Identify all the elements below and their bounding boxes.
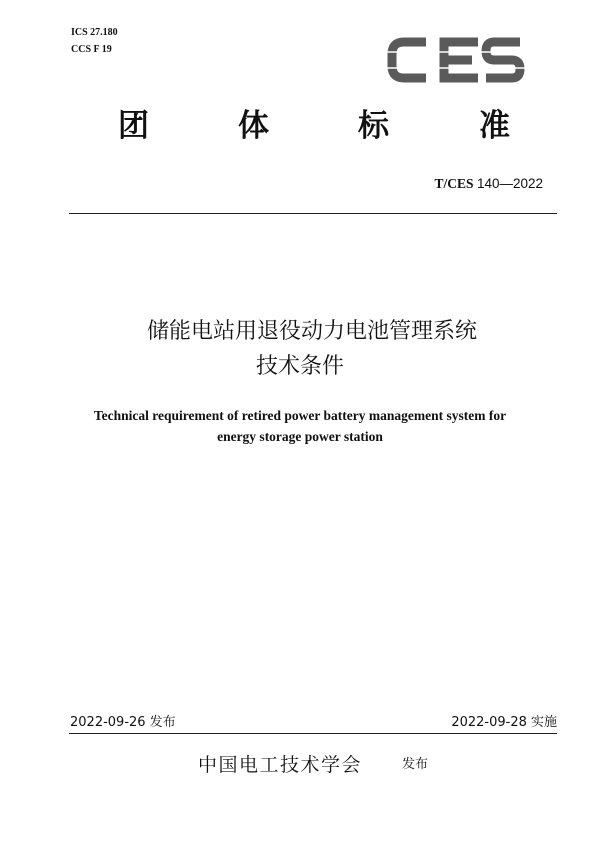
issue-date: 2022-09-26 发布 (70, 715, 176, 730)
publisher-action: 发布 (402, 757, 429, 772)
en-title-line-2: energy storage power station (217, 429, 383, 444)
en-title-line-1: Technical requirement of retired power battery management system for (93, 408, 507, 423)
header-title-char-2: 体 (238, 108, 269, 144)
implementation-date: 2022-09-28 实施 (451, 715, 557, 730)
publisher-name: 中国电工技术学会 (198, 754, 363, 776)
ces-logo (386, 30, 526, 90)
cn-title-line-2: 技术条件 (255, 354, 344, 379)
standard-prefix: T/CES (434, 176, 474, 191)
header-title-char-3: 标 (358, 108, 389, 144)
cn-title-line-1: 储能电站用退役动力电池管理系统 (146, 319, 477, 344)
standard-number (435, 176, 543, 192)
ics-code: ICS 27.180 (71, 27, 118, 38)
header-title-char-1: 团 (118, 108, 149, 144)
top-divider (69, 213, 557, 214)
ccs-code: CCS F 19 (71, 44, 112, 55)
standard-code: 140—2022 (476, 176, 543, 191)
header-title-char-4: 准 (479, 108, 510, 144)
bottom-divider (69, 733, 557, 734)
